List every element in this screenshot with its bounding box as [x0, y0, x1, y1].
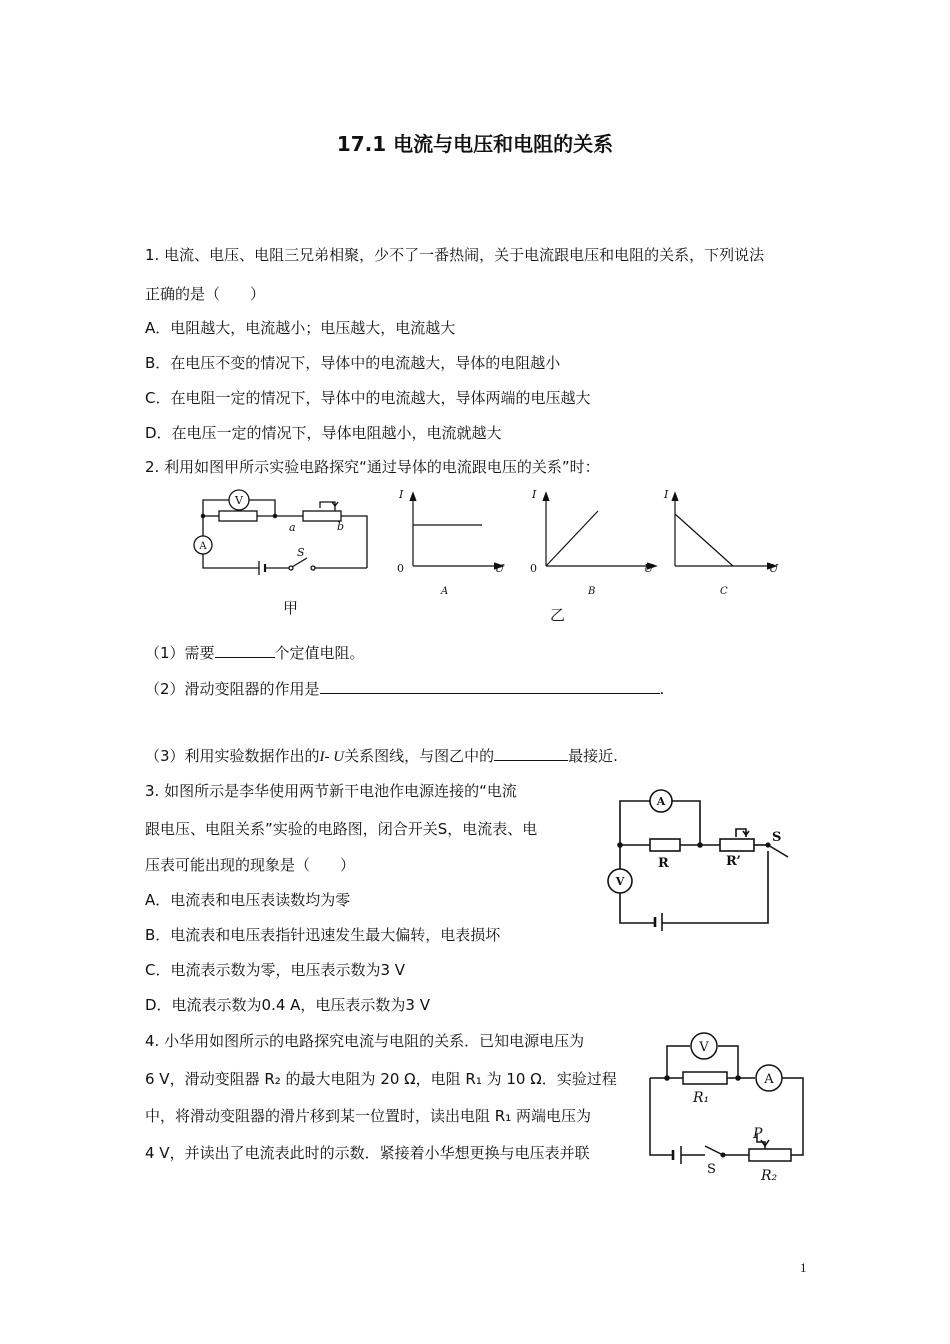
switch-blade [768, 845, 788, 857]
q3-r-label: R [658, 856, 669, 871]
q4-p-label: P [753, 1126, 763, 1142]
graph-a-x-label: U [495, 562, 505, 575]
graph-b-x-label: U [644, 562, 654, 575]
q1-stem-line1: 1. 电流、电压、电阻三兄弟相聚，少不了一番热闹，关于电流跟电压和电阻的关系，下列说法 [145, 246, 765, 264]
q1-option-a: A．电阻越大，电流越小；电压越大，电流越大 [145, 319, 456, 337]
graph-b-caption: B [588, 586, 596, 597]
graph-c [663, 488, 788, 598]
q4-r2-label: R₂ [761, 1168, 778, 1184]
q2-sub2-blank[interactable] [320, 679, 660, 694]
graph-a-caption: A [441, 586, 449, 597]
q3-stem-line3: 压表可能出现的现象是（ ） [145, 856, 356, 874]
q1-option-b: B．在电压不变的情况下，导体中的电流越大，导体的电阻越小 [145, 354, 561, 372]
q4-line1: 4. 小华用如图所示的电路探究电流与电阻的关系．已知电源电压为 [145, 1032, 585, 1050]
q3-option-b: B．电流表和电压表指针迅速发生最大偏转，电表损坏 [145, 926, 501, 944]
fig-yi-label: 乙 [550, 606, 566, 624]
graph-b-origin: 0 [530, 562, 537, 575]
graph-c-line [675, 514, 733, 566]
graph-a-origin: 0 [397, 562, 404, 575]
q4-ammeter-label: A [764, 1072, 774, 1087]
switch-blade [705, 1146, 723, 1155]
resistor-r1-icon [683, 1072, 727, 1084]
q4-circuit [645, 1020, 825, 1190]
page-number: 1 [800, 1260, 807, 1275]
q2-sub3-blank[interactable] [494, 746, 568, 761]
q2-sub1-blank[interactable] [215, 643, 275, 658]
fig-jia-label: 甲 [283, 599, 299, 617]
q1-option-c: C．在电阻一定的情况下，导体中的电流越大，导体两端的电压越大 [145, 389, 591, 407]
graph-b-line [546, 511, 598, 566]
rheostat-r2-icon [749, 1149, 791, 1161]
resistor-r-icon [650, 839, 680, 851]
graph-c-caption: C [720, 586, 728, 597]
voltmeter-label: V [235, 494, 243, 507]
q3-option-d: D．电流表示数为0.4 A，电压表示数为3 V [145, 996, 431, 1014]
graph-c-y-label: I [664, 488, 669, 501]
rheostat-icon [720, 839, 754, 851]
q3-ammeter-label: A [656, 795, 666, 808]
q1-stem-line2: 正确的是（ ） [145, 285, 266, 303]
graph-b [528, 488, 658, 598]
q2-stem: 2. 利用如图甲所示实验电路探究“通过导体的电流跟电压的关系”时： [145, 458, 600, 476]
q4-voltmeter-label: V [699, 1040, 709, 1055]
q3-switch-label: S [772, 830, 782, 845]
switch-label: S [297, 546, 305, 559]
q2-sub1: （1）需要 个定值电阻。 [145, 644, 365, 662]
q4-line4: 4 V，并读出了电流表此时的示数．紧接着小华想更换与电压表并联 [145, 1144, 590, 1162]
q3-option-c: C．电流表示数为零，电压表示数为3 V [145, 961, 406, 979]
q4-line3: 中，将滑动变阻器的滑片移到某一位置时，读出电阻 R₁ 两端电压为 [145, 1107, 591, 1125]
q2-circuit-jia [185, 486, 385, 586]
q4-switch-label: S [707, 1162, 716, 1177]
graph-a [395, 488, 515, 598]
q2-sub2: （2）滑动变阻器的作用是 . [145, 680, 665, 698]
graph-a-y-label: I [399, 488, 404, 501]
q3-circuit [600, 785, 800, 940]
q3-option-a: A．电流表和电压表读数均为零 [145, 891, 351, 909]
q3-rprime-label: R’ [726, 854, 741, 869]
q1-option-d: D．在电压一定的情况下，导体电阻越小，电流就越大 [145, 424, 502, 442]
graph-b-y-label: I [532, 488, 537, 501]
graph-c-x-label: U [769, 562, 779, 575]
rheostat-icon [303, 511, 341, 521]
page-title: 17.1 电流与电压和电阻的关系 [336, 132, 614, 156]
point-b-label: b [337, 520, 345, 533]
point-a-label: a [289, 521, 296, 534]
fixed-resistor-icon [219, 511, 257, 521]
q3-stem-line1: 3. 如图所示是李华使用两节新干电池作电源连接的“电流 [145, 782, 517, 800]
q3-voltmeter-label: V [615, 875, 625, 888]
q4-r1-label: R₁ [693, 1090, 710, 1106]
ammeter-label: A [199, 541, 207, 552]
q3-stem-line2: 跟电压、电阻关系”实验的电路图，闭合开关S，电流表、电 [145, 820, 538, 838]
q2-sub3: （3）利用实验数据作出的I- U关系图线，与图乙中的 最接近. [145, 747, 618, 765]
q4-line2: 6 V，滑动变阻器 R₂ 的最大电阻为 20 Ω，电阻 R₁ 为 10 Ω．实验过程 [145, 1070, 617, 1088]
